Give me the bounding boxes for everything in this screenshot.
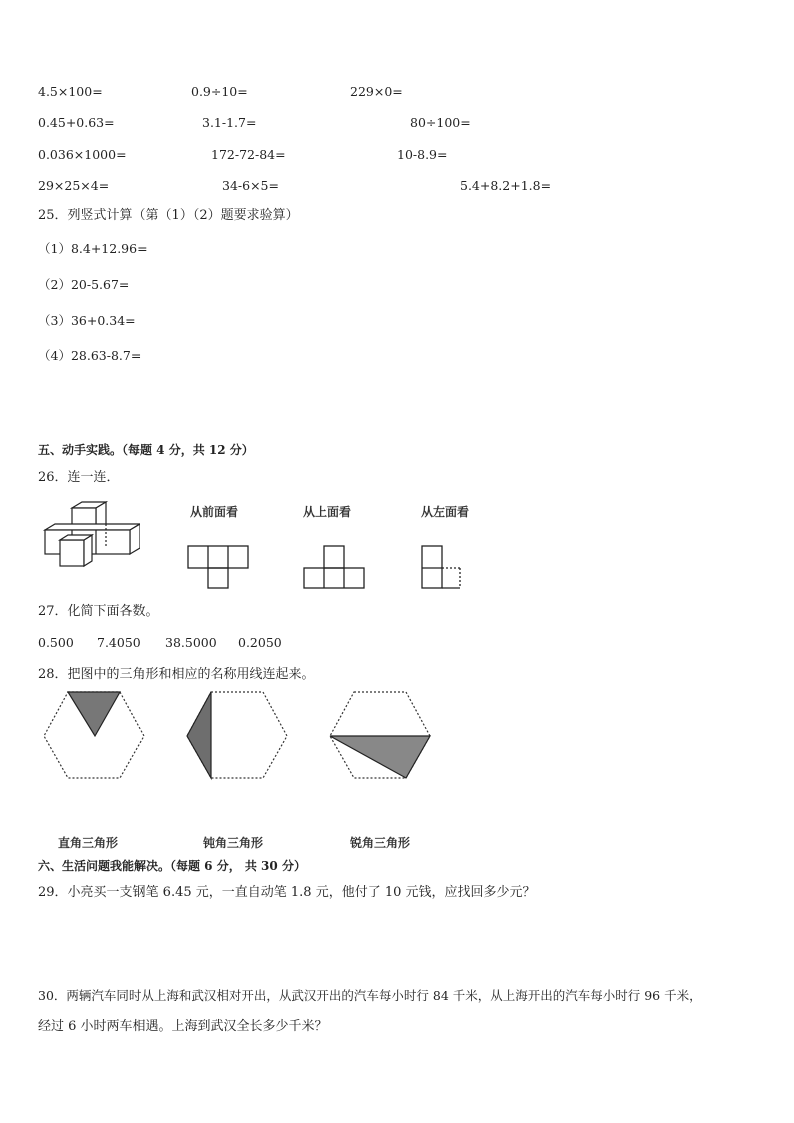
view-label-front: 从前面看 [190,505,239,519]
view-label-left: 从左面看 [421,505,470,519]
q27-number-1: 0.500 [38,635,74,650]
oral-1-3: 229×0= [350,84,403,99]
hexagon-figure-1 [40,690,148,782]
oral-2-2: 3.1-1.7= [202,115,257,130]
hexagon-figure-3 [326,690,434,782]
q25-item-2: （2）20-5.67= [38,277,130,292]
oral-1-1: 4.5×100= [38,84,103,99]
view-shape-front [186,544,252,590]
q27-number-4: 0.2050 [238,635,282,650]
oral-2-1: 0.45+0.63= [38,115,115,130]
triangle-name-acute: 锐角三角形 [350,836,411,850]
q25-item-3: （3）36+0.34= [38,313,136,328]
section6-heading: 六、生活问题我能解决。（每题 6 分， 共 30 分） [38,859,306,873]
section5-heading: 五、动手实践。（每题 4 分，共 12 分） [38,443,254,457]
oral-2-3: 80÷100= [410,115,471,130]
triangle-name-right: 直角三角形 [58,836,119,850]
q25-item-4: （4）28.63-8.7= [38,348,142,363]
oral-4-2: 34-6×5= [222,178,279,193]
view-label-top: 从上面看 [303,505,352,519]
oral-3-1: 0.036×1000= [38,147,127,162]
cube-solid-figure [40,500,140,570]
oral-4-1: 29×25×4= [38,178,110,193]
q25-title: 25．列竖式计算（第（1）（2）题要求验算） [38,208,299,223]
view-shape-left [418,544,468,590]
oral-3-3: 10-8.9= [397,147,448,162]
q27-number-3: 38.5000 [165,635,217,650]
oral-4-3: 5.4+8.2+1.8= [460,178,552,193]
q30-line-2: 经过 6 小时两车相遇。上海到武汉全长多少千米？ [38,1019,328,1034]
hexagon-figure-2 [183,690,291,782]
q28-title: 28．把图中的三角形和相应的名称用线连起来。 [38,667,315,682]
q29-text: 29．小亮买一支钢笔 6.45 元，一直自动笔 1.8 元，他付了 10 元钱，应找回多少元？ [38,885,536,900]
oral-1-2: 0.9÷10= [191,84,248,99]
q27-title: 27．化简下面各数。 [38,604,159,619]
q25-item-1: （1）8.4+12.96= [38,241,148,256]
q30-line-1: 30．两辆汽车同时从上海和武汉相对开出，从武汉开出的汽车每小时行 84 千米，从上海开出的汽车每小时行 96 千米， [38,988,702,1003]
q27-number-2: 7.4050 [97,635,141,650]
oral-3-2: 172-72-84= [211,147,286,162]
view-shape-top [302,544,368,590]
triangle-name-obtuse: 钝角三角形 [203,836,264,850]
q26-title: 26．连一连． [38,470,120,485]
